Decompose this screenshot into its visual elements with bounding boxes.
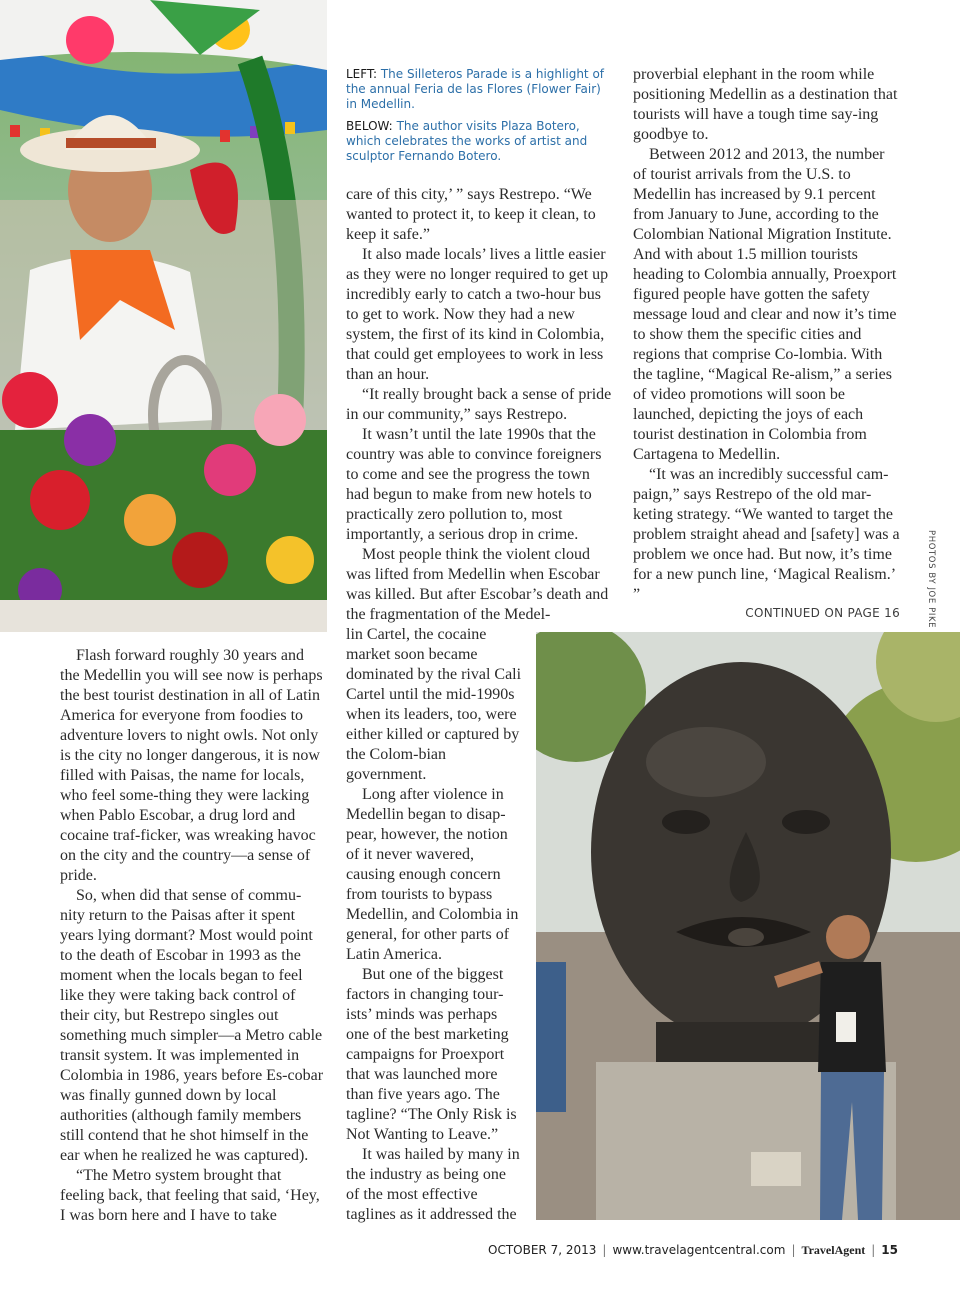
paragraph: But one of the biggest factors in changing tour-ists’ minds was perhaps one of the best marketing campaigns for Proexport that was launched more than five years ago. The tagline? “The Only Risk is Not Wanting to Leave.” (346, 966, 517, 1143)
paragraph: It was hailed by many in the industry as being one of the most effective taglines as it addressed the (346, 1146, 520, 1223)
footer-date: OCTOBER 7, 2013 (488, 1243, 597, 1257)
caption-left (346, 67, 608, 112)
caption-left-text: The Silleteros Parade is a highlight of the annual Feria de las Flores (Flower Fair) in Medellin. (346, 67, 605, 111)
photo-captions (346, 67, 608, 171)
paragraph: It also made locals’ lives a little easier as they were no longer required to get up incredibly early to catch a two-hour bus to get to work. Now they had a new system, the first of its kind in Colombia, that could get employees to work in less than an hour. (346, 246, 609, 383)
parade-photo (0, 0, 327, 632)
paragraph: proverbial elephant in the room while positioning Medellin as a destination that tourists will have a tough time say-ing goodbye to. (633, 66, 898, 143)
caption-below (346, 119, 608, 164)
caption-left-key: LEFT: (346, 67, 378, 81)
continued-notice: CONTINUED ON PAGE 16 (745, 606, 900, 620)
paragraph: lin Cartel, the cocaine market soon became dominated by the rival Cali Cartel until the mid-1990s when its leaders, too, were either killed or captured by the Colom-bian government. (346, 626, 522, 783)
page-number: 15 (881, 1243, 898, 1257)
paragraph: “It was an incredibly successful cam-paign,” says Restrepo of the old mar-keting strategy. “We wanted to target the problem straight ahead and [safety] was a problem we once had. But now, it’s time for a new punch line, ‘Magical Realism.’ ” (633, 466, 900, 603)
caption-below-key: BELOW: (346, 119, 393, 133)
footer-brand-logo: TravelAgent (801, 1243, 866, 1257)
paragraph: Between 2012 and 2013, the number of tourist arrivals from the U.S. to Medellin has increased by 9.1 percent from January to June, according to the Colombian National Migration Institute. And with about 1.5 million tourists heading to Colombia annually, Proexport figured people have gotten the safety message loud and clear and now it’s time to show them the specific cities and regions that comprise Co-lombia. With the tagline, “Magical Re-alism,” a series of video promotions will soon be launched, depicting the joys of each tourist destination in Colombia from Cartagena to Medellin. (633, 146, 897, 463)
paragraph: Long after violence in Medellin began to disap-pear, however, the notion of it never wavered, causing enough concern from tourists to bypass Medellin, and Colombia in general, for other parts of Latin America. (346, 786, 519, 963)
paragraph: It wasn’t until the late 1990s that the country was able to convince foreigners to come and see the progress the town had begun to make from new hotels to practically zero pollution to, most importantly, a serious drop in crime. (346, 426, 602, 543)
footer-url[interactable]: www.travelagentcentral.com (612, 1243, 786, 1257)
botero-sculpture-photo (536, 632, 960, 1220)
paragraph: Flash forward roughly 30 years and the Medellin you will see now is perhaps the best tourist destination in all of Latin America for everyone from foodies to adventure lovers to night owls. Not only is the city no longer dangerous, it is now filled with Paisas, the name for locals, who feel some-thing they were lacking when Pablo Escobar, a drug lord and cocaine traf-ficker, was wreaking havoc on the city and the country—a sense of pride. (60, 647, 323, 884)
article-column-left (60, 646, 326, 1226)
paragraph: So, when did that sense of commu-nity return to the Paisas after it spent years lying dormant? Most would point to the death of Escobar in 1993 as the moment when the locals began to feel like they were taking back control of their city, but Restrepo singles out something much simpler—a Metro cable transit system. It was implemented in Colombia in 1986, years before Es-cobar was finally gunned down by local authorities (although family members still contend that he shot himself in the ear when he realized he was captured). (60, 887, 324, 1164)
article-column-right (633, 65, 901, 605)
paragraph: “The Metro system brought that feeling back, that feeling that said, ‘Hey, I was born here and I have to take (60, 1167, 320, 1224)
photo-credit: PHOTOS BY JOE PIKE (926, 530, 936, 629)
caption-below-text: The author visits Plaza Botero, which celebrates the works of artist and sculptor Fernando Botero. (346, 119, 588, 163)
footer-separator: | (602, 1243, 607, 1257)
paragraph: care of this city,’ ” says Restrepo. “We wanted to protect it, to keep it clean, to keep it safe.” (346, 186, 596, 243)
article-column-middle-narrow (346, 625, 522, 1225)
article-column-middle-top (346, 185, 612, 625)
footer-separator: | (791, 1243, 796, 1257)
footer-separator: | (871, 1243, 876, 1257)
paragraph: Most people think the violent cloud was lifted from Medellin when Escobar was killed. But after Escobar’s death and the fragmentation of the Medel- (346, 546, 609, 623)
paragraph: “It really brought back a sense of pride in our community,” says Restrepo. (346, 386, 612, 423)
page-footer (488, 1243, 898, 1258)
